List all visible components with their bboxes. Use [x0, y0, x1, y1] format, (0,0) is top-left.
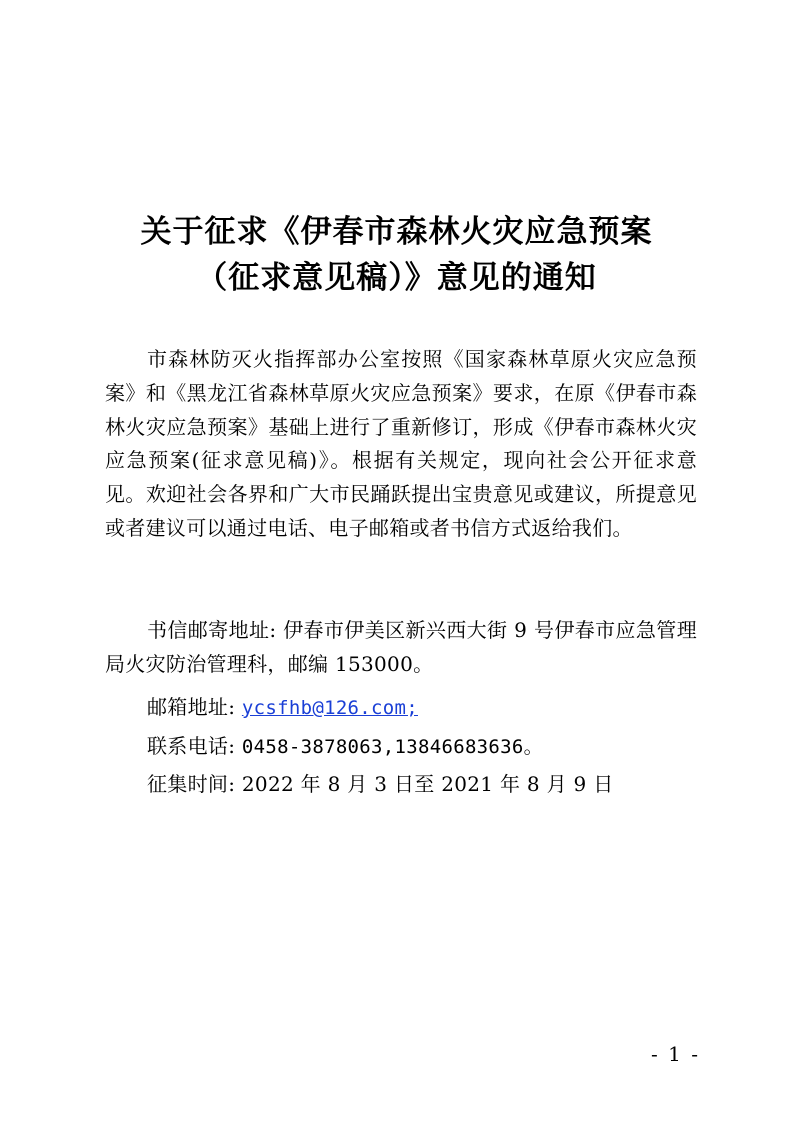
- mailing-address-paragraph: 书信邮寄地址: 伊春市伊美区新兴西大街 9 号伊春市应急管理局火灾防治管理科，邮编 153000。: [105, 618, 697, 676]
- period-label: 征集时间:: [147, 772, 242, 796]
- collection-period-line: [147, 767, 614, 801]
- email-line: [147, 690, 418, 725]
- email-link[interactable]: ycsfhb@126.com;: [241, 697, 418, 719]
- phone-value: 0458-3878063,13846683636。: [241, 736, 543, 758]
- phone-line: [147, 729, 543, 764]
- email-label: 邮箱地址:: [147, 695, 242, 719]
- period-value: 2022 年 8 月 3 日至 2021 年 8 月 9 日: [241, 772, 614, 796]
- page-number: - 1 -: [651, 1042, 700, 1066]
- notice-title-line-1: 关于征求《伊春市森林火灾应急预案: [140, 214, 653, 250]
- notice-title-line-2: （征求意见稿）》意见的通知: [196, 260, 597, 296]
- phone-label: 联系电话:: [147, 734, 242, 758]
- notice-body-paragraph: 市森林防灭火指挥部办公室按照《国家森林草原火灾应急预案》和《黑龙江省森林草原火灾应急预案》要求，在原《伊春市森林火灾应急预案》基础上进行了重新修订，形成《伊春市森林火灾应急预案(征求意见稿)》。根据有关规定，现向社会公开征求意见。欢迎社会各界和广大市民踊跃提出宝贵意见或建议，所提意见或者建议可以通过电话、电子邮箱或者书信方式返给我们。: [105, 347, 697, 540]
